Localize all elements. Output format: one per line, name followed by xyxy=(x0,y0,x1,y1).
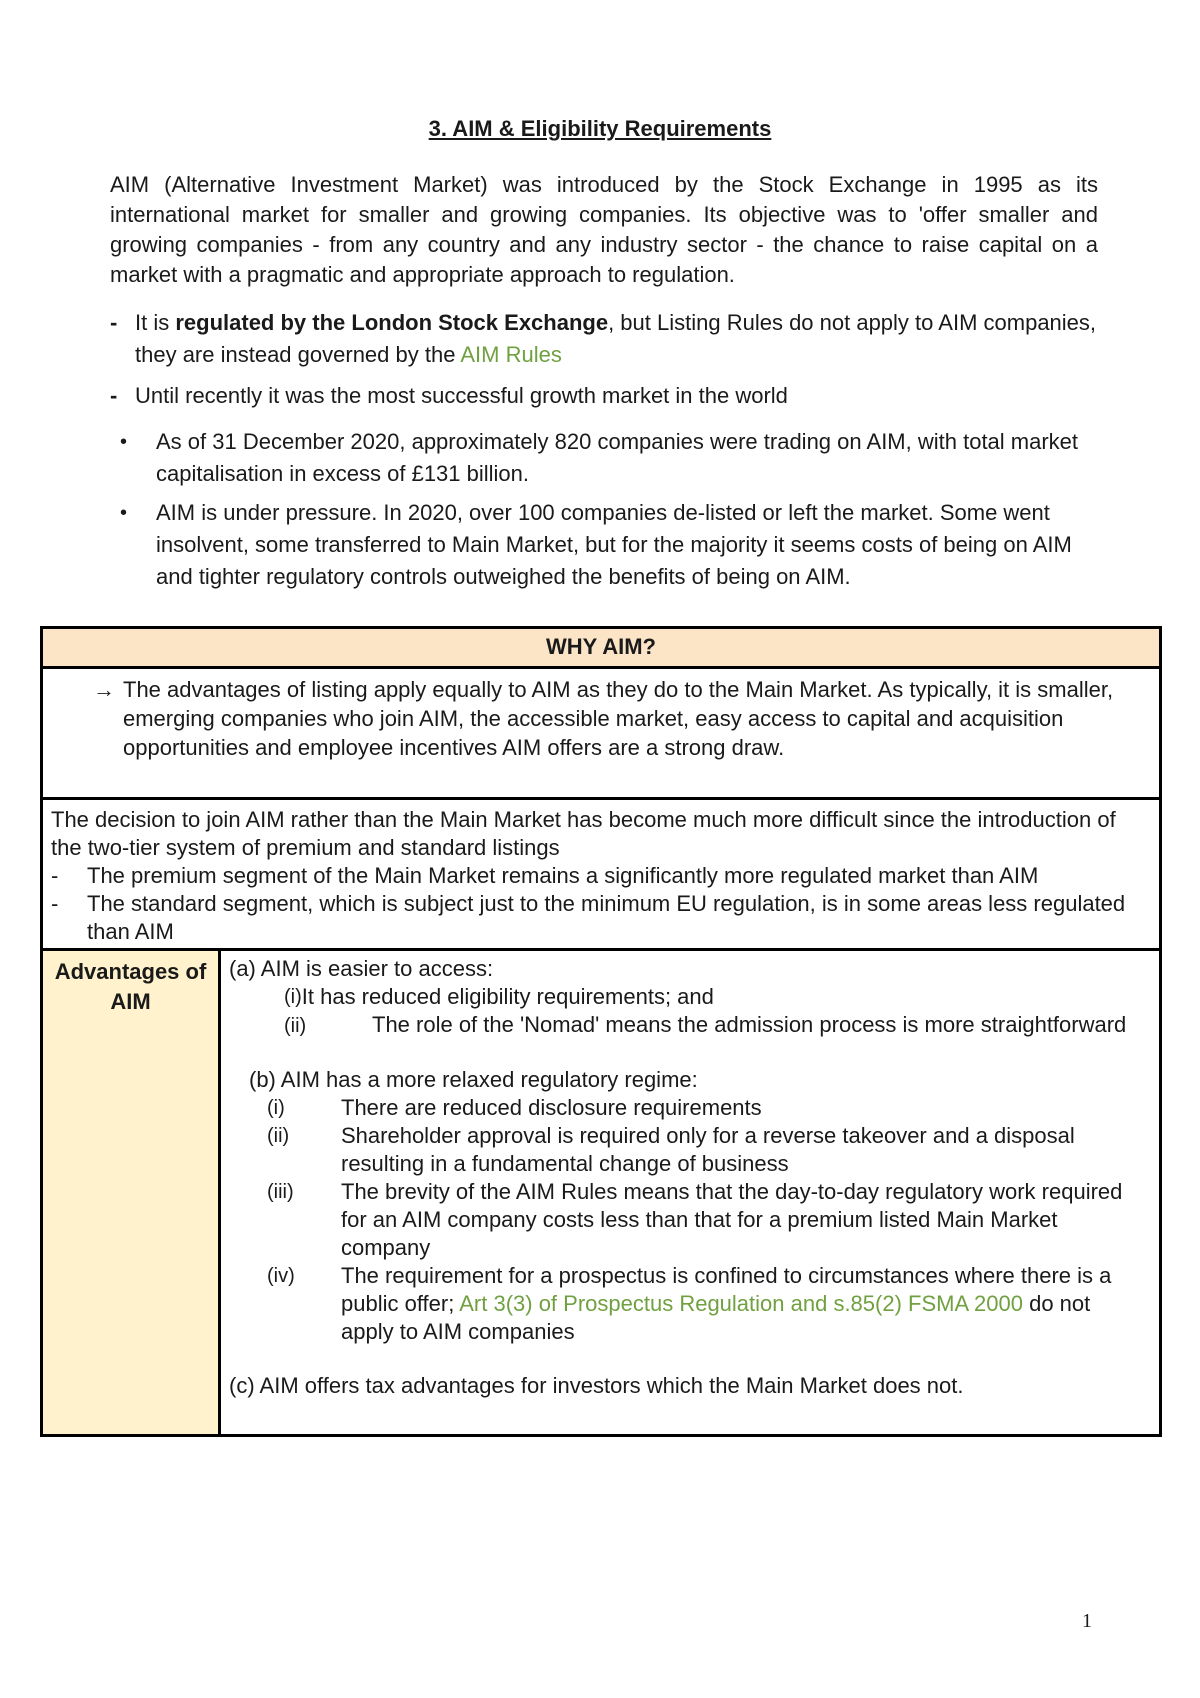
intro-paragraph: AIM (Alternative Investment Market) was introduced by the Stock Exchange in 1995 as its international market for smaller and growing companies. Its objective was to 'offer smaller and growing companies - from any country and any industry sector - the chance to raise capital on a market with a pragmatic and appropriate approach to regulation. xyxy=(110,172,1098,287)
dash-marker: - xyxy=(51,891,59,916)
point-a-i xyxy=(229,983,1147,1011)
advantages-label: Advantages of AIM xyxy=(42,950,220,1436)
dash-marker: - xyxy=(110,383,118,408)
aim-rules-link[interactable]: AIM Rules xyxy=(460,342,562,367)
arrow-icon: → xyxy=(93,677,115,702)
roman-num: (i) xyxy=(284,986,302,1008)
dash-item-text xyxy=(135,307,1100,371)
decision-text: The decision to join AIM rather than the Main Market has become much more difficult since the introduction of the two-tier system of premium and standard listings xyxy=(51,807,1116,860)
point-a-heading: (a) AIM is easier to access: xyxy=(229,956,494,981)
advantages-content xyxy=(220,950,1161,1436)
why-aim-header: WHY AIM? xyxy=(42,628,1161,668)
point-c: (c) AIM offers tax advantages for investors which the Main Market does not. xyxy=(229,1373,964,1398)
roman-num: (iv) xyxy=(267,1265,295,1287)
point-b-iv-text xyxy=(341,1262,1147,1346)
why-aim-body xyxy=(42,668,1161,799)
point-b-ii-text: Shareholder approval is required only for a reverse takeover and a disposal resulting in a fundamental change of business xyxy=(341,1123,1075,1176)
decision-item-premium xyxy=(51,862,1151,890)
point-b-heading: (b) AIM has a more relaxed regulatory regime: xyxy=(249,1067,698,1092)
bullet-item-market-cap xyxy=(120,426,1100,490)
roman-num: (i) xyxy=(267,1097,285,1119)
decision-cell xyxy=(42,799,1161,950)
text-mid: , but Listing Rules do not apply to AIM companies, they are instead governed by the xyxy=(135,310,1097,367)
bullet-item-pressure xyxy=(120,497,1100,593)
point-a-i-text: It has reduced eligibility requirements; and xyxy=(301,984,714,1009)
point-b-i xyxy=(229,1094,1147,1122)
point-b-ii xyxy=(229,1122,1147,1178)
dash-item-growth xyxy=(110,380,1100,412)
why-aim-text: The advantages of listing apply equally to AIM as they do to the Main Market. As typically, it is smaller, emerging companies who join AIM, the accessible market, easy access to capital and acquisition opportunities and employee incentives AIM offers are a strong draw. xyxy=(123,677,1114,760)
dash-item-regulation xyxy=(110,307,1100,371)
text-pre: The requirement for a prospectus is confined to circumstances where there is a public offer; xyxy=(341,1263,1112,1316)
roman-num: (iii) xyxy=(267,1181,294,1203)
decision-item-text: The standard segment, which is subject just to the minimum EU regulation, is in some areas less regulated than AIM xyxy=(87,891,1126,944)
page-number: 1 xyxy=(1082,1610,1092,1632)
why-aim-table xyxy=(40,626,1162,1437)
prospectus-regulation-link[interactable]: Art 3(3) of Prospectus Regulation and s.85(2) FSMA 2000 xyxy=(459,1291,1023,1316)
roman-num: (ii) xyxy=(284,1015,307,1037)
text-post: do not apply to AIM companies xyxy=(341,1291,1091,1344)
bullet-marker: • xyxy=(120,431,128,453)
point-b-i-text: There are reduced disclosure requirements xyxy=(341,1095,762,1120)
bullet-text: As of 31 December 2020, approximately 820 companies were trading on AIM, with total market capitalisation in excess of £131 billion. xyxy=(156,429,1079,486)
text-pre: It is xyxy=(135,310,176,335)
dash-item-text: Until recently it was the most successful growth market in the world xyxy=(135,383,788,408)
decision-item-text: The premium segment of the Main Market remains a significantly more regulated market than AIM xyxy=(87,863,1039,888)
point-a-ii xyxy=(229,1011,1147,1040)
dash-marker: - xyxy=(51,863,59,888)
bold-regulator: regulated by the London Stock Exchange xyxy=(175,310,609,335)
point-a-ii-text: The role of the 'Nomad' means the admission process is more straightforward xyxy=(372,1012,1127,1037)
bullet-marker: • xyxy=(120,502,128,524)
point-b-iv xyxy=(229,1262,1147,1346)
why-aim-point xyxy=(43,669,1159,762)
decision-item-standard xyxy=(51,890,1151,946)
roman-num: (ii) xyxy=(267,1125,290,1147)
dash-marker: - xyxy=(110,310,118,335)
point-b-iii-text: The brevity of the AIM Rules means that the day-to-day regulatory work required for an AIM company costs less than that for a premium listed Main Market company xyxy=(341,1179,1123,1260)
point-b-iii xyxy=(229,1178,1147,1262)
bullet-text: AIM is under pressure. In 2020, over 100 companies de-listed or left the market. Some went insolvent, some transferred to Main Market, but for the majority it seems costs of being on AIM and tighter regulatory controls outweighed the benefits of being on AIM. xyxy=(156,500,1072,589)
page-title: 3. AIM & Eligibility Requirements xyxy=(428,116,772,141)
